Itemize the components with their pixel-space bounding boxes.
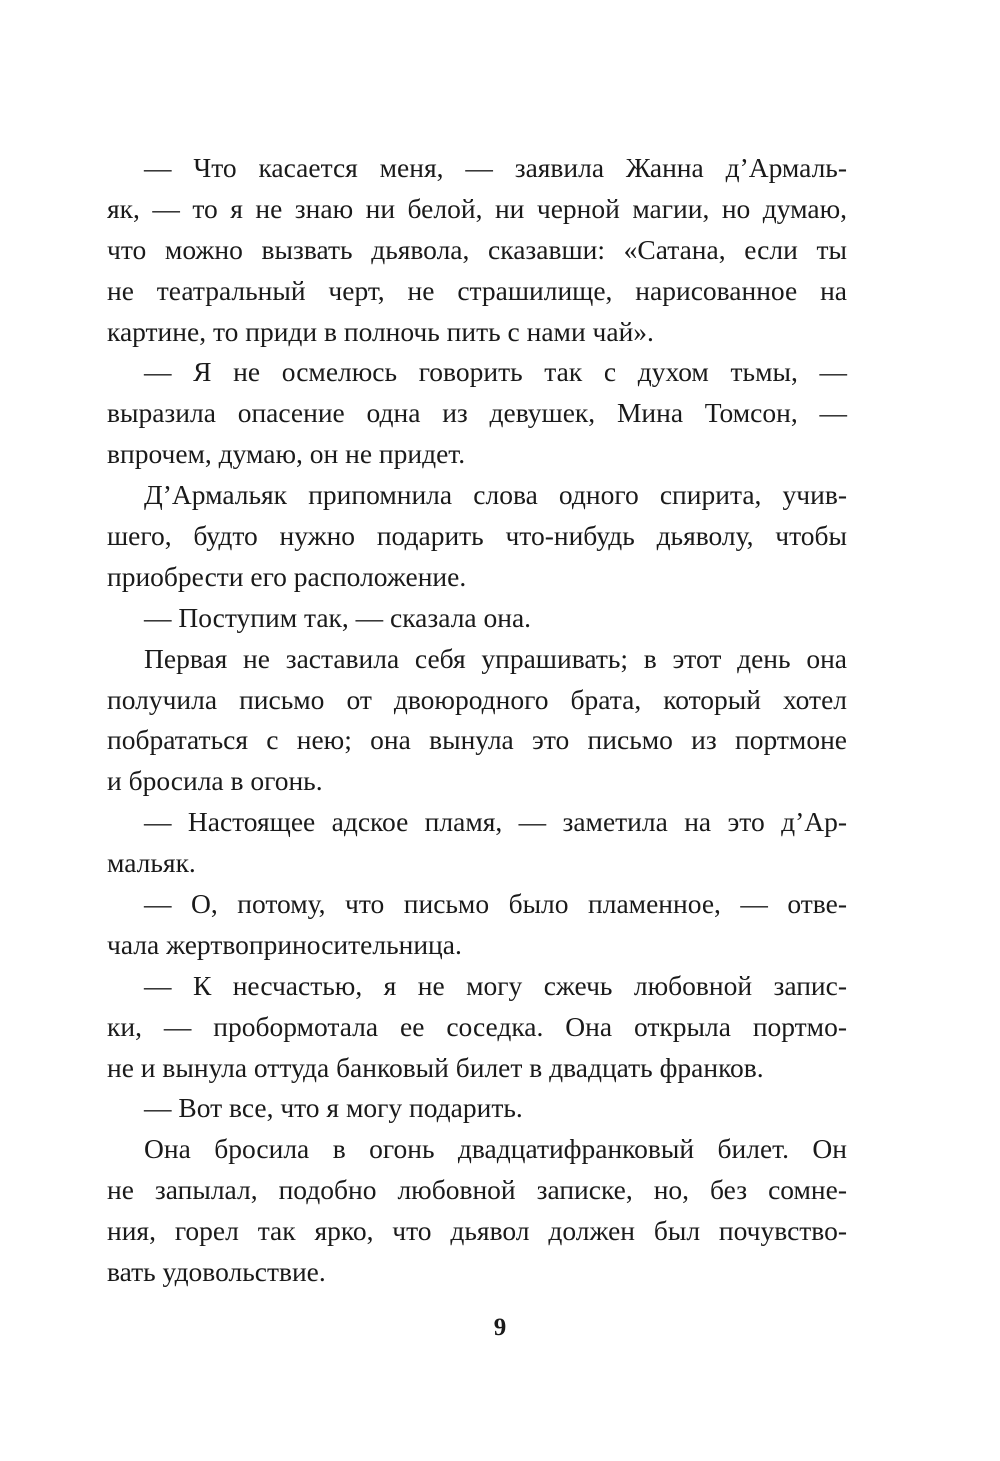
- text-line: як, — то я не знаю ни белой, ни черной магии, но думаю,: [107, 192, 847, 224]
- page-body: [107, 148, 847, 1293]
- text-line: картине, то приди в полночь пить с нами чай».: [107, 315, 654, 347]
- text-line: получила письмо от двоюродного брата, который хотел: [107, 683, 847, 715]
- text-line: — Настоящее адское пламя, — заметила на это д’Ар-: [144, 806, 847, 838]
- text-line: — О, потому, что письмо было пламенное, — отве-: [144, 888, 847, 920]
- paragraph: [107, 352, 847, 475]
- text-line: выразила опасение одна из девушек, Мина Томсон, —: [107, 397, 847, 429]
- text-line: ки, — пробормотала ее соседка. Она открыла портмо-: [107, 1010, 847, 1042]
- text-line: ния, горел так ярко, что дьявол должен был почувство-: [107, 1215, 847, 1247]
- text-line: не запылал, подобно любовной записке, но, без сомне-: [107, 1174, 847, 1206]
- text-line: Первая не заставила себя упрашивать; в этот день она: [144, 642, 847, 674]
- paragraph: [107, 148, 847, 352]
- text-line: — Вот все, что я могу подарить.: [144, 1092, 523, 1124]
- text-line: мальяк.: [107, 847, 196, 879]
- paragraph: [107, 639, 847, 803]
- text-line: — Поступим так, — сказала она.: [144, 601, 532, 633]
- paragraph: [107, 884, 847, 966]
- text-line: чала жертвоприносительница.: [107, 928, 462, 960]
- text-line: шего, будто нужно подарить что-нибудь дьяволу, чтобы: [107, 520, 847, 552]
- text-line: не и вынула оттуда банковый билет в двадцать франков.: [107, 1051, 764, 1083]
- text-line: — Я не осмелюсь говорить так с духом тьмы, —: [144, 356, 847, 388]
- text-line: вать удовольствие.: [107, 1256, 326, 1288]
- paragraph: [107, 598, 847, 639]
- text-line: приобрести его расположение.: [107, 560, 467, 592]
- text-line: Она бросила в огонь двадцатифранковый билет. Он: [144, 1133, 847, 1165]
- text-line: не театральный черт, не страшилище, нарисованное на: [107, 274, 847, 306]
- page-number: 9: [493, 1314, 507, 1341]
- text-line: — Что касается меня, — заявила Жанна д’Армаль-: [144, 152, 847, 183]
- text-line: Д’Армальяк припомнила слова одного спирита, учив-: [144, 479, 847, 511]
- text-line: — К несчастью, я не могу сжечь любовной запис-: [144, 969, 847, 1001]
- paragraph: [107, 802, 847, 884]
- text-line: что можно вызвать дьявола, сказавши: «Сатана, если ты: [107, 233, 847, 265]
- paragraph: [107, 1088, 847, 1129]
- text-line: впрочем, думаю, он не придет.: [107, 438, 466, 470]
- paragraph: [107, 1129, 847, 1293]
- paragraph: [107, 475, 847, 598]
- text-line: и бросила в огонь.: [107, 765, 323, 797]
- paragraph: [107, 966, 847, 1089]
- text-line: побрататься с нею; она вынула это письмо из портмоне: [107, 724, 847, 756]
